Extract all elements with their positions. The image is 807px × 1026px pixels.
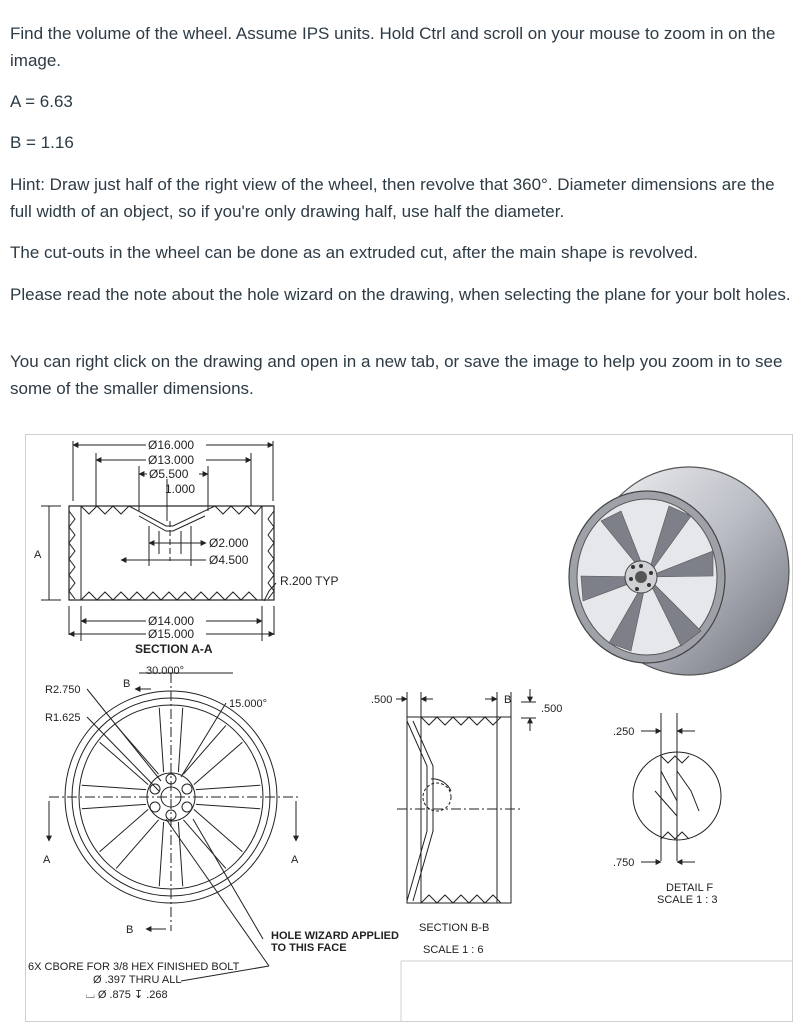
hole-note-line2: Ø .397 THRU ALL (93, 974, 182, 986)
spoke-line (178, 708, 225, 774)
instruction-hint: Hint: Draw just half of the right view of the wheel, then revolve that 360°. Diameter dimensions are the full width of an object, so if you're only drawing half, use half the diameter. (10, 175, 775, 221)
dim-dia-4-5: Ø4.500 (209, 553, 249, 567)
dim-1-000: 1.000 (165, 482, 196, 496)
engineering-drawing (25, 434, 793, 1022)
hole-wizard-line1: HOLE WIZARD APPLIED (271, 930, 399, 942)
spoke-line (82, 742, 148, 789)
dim-250: .250 (613, 726, 635, 738)
instruction-find-volume: Find the volume of the wheel. Assume IPS units. Hold Ctrl and scroll on your mouse to zoom in on the image. (10, 24, 776, 70)
instruction-zoom: You can right click on the drawing and open in a new tab, or save the image to help you zoom in to see some of the smaller dimensions. (10, 352, 783, 398)
value-b: B = 1.16 (10, 133, 74, 152)
detail-f-title: DETAIL F (666, 882, 714, 894)
label-b-top: B (123, 678, 131, 690)
angle-15: 15.000° (229, 698, 268, 710)
dim-dia-13: Ø13.000 (148, 453, 195, 467)
instruction-cutouts: The cut-outs in the wheel can be done as an extruded cut, after the main shape is revolved. (10, 243, 698, 262)
hole-wizard-line2: TO THIS FACE (271, 942, 347, 954)
spoke-line (116, 708, 163, 774)
dim-dia-5-5: Ø5.500 (149, 467, 189, 481)
dim-750: .750 (613, 857, 635, 869)
section-bb-title: SECTION B-B (419, 922, 490, 934)
dim-dia-2: Ø2.000 (209, 536, 249, 550)
drawing-canvas (26, 435, 792, 1021)
hole-note-line3: ⌴ Ø .875 ↧ .268 (86, 989, 168, 1001)
wheel-3d-render (569, 467, 789, 675)
spoke-line (82, 804, 148, 851)
value-a: A = 6.63 (10, 92, 73, 111)
spoke-line (194, 742, 260, 789)
dim-500-left: .500 (371, 694, 393, 706)
dim-radius-typ: R.200 TYP (280, 574, 339, 588)
spoke-line (116, 820, 163, 886)
spoke-line (194, 804, 260, 851)
detail-f-scale: SCALE 1 : 3 (657, 894, 718, 906)
section-bb-view (396, 689, 536, 903)
section-aa-title: SECTION A-A (135, 642, 213, 656)
label-b-bottom: B (126, 924, 134, 936)
front-view (49, 673, 301, 981)
section-bb-scale: SCALE 1 : 6 (423, 944, 484, 956)
angle-30: 30.000° (146, 665, 185, 677)
detail-f-view (633, 713, 721, 862)
dim-dia-16: Ø16.000 (148, 438, 195, 452)
section-aa-label-a: A (34, 549, 42, 561)
label-a-right: A (291, 854, 299, 866)
dim-dia-15: Ø15.000 (148, 627, 195, 641)
section-bb-label-b: B (504, 694, 512, 706)
dim-r-2750: R2.750 (45, 684, 81, 696)
dim-500-right: .500 (541, 703, 563, 715)
dim-r-1625: R1.625 (45, 712, 81, 724)
hole-note-line1: 6X CBORE FOR 3/8 HEX FINISHED BOLT (28, 961, 240, 973)
spoke-line (178, 820, 225, 886)
label-a-left: A (43, 854, 51, 866)
title-block (401, 961, 792, 1021)
instruction-hole-note: Please read the note about the hole wizard on the drawing, when selecting the plane for your bolt holes. (10, 285, 791, 304)
dim-dia-14: Ø14.000 (148, 614, 195, 628)
